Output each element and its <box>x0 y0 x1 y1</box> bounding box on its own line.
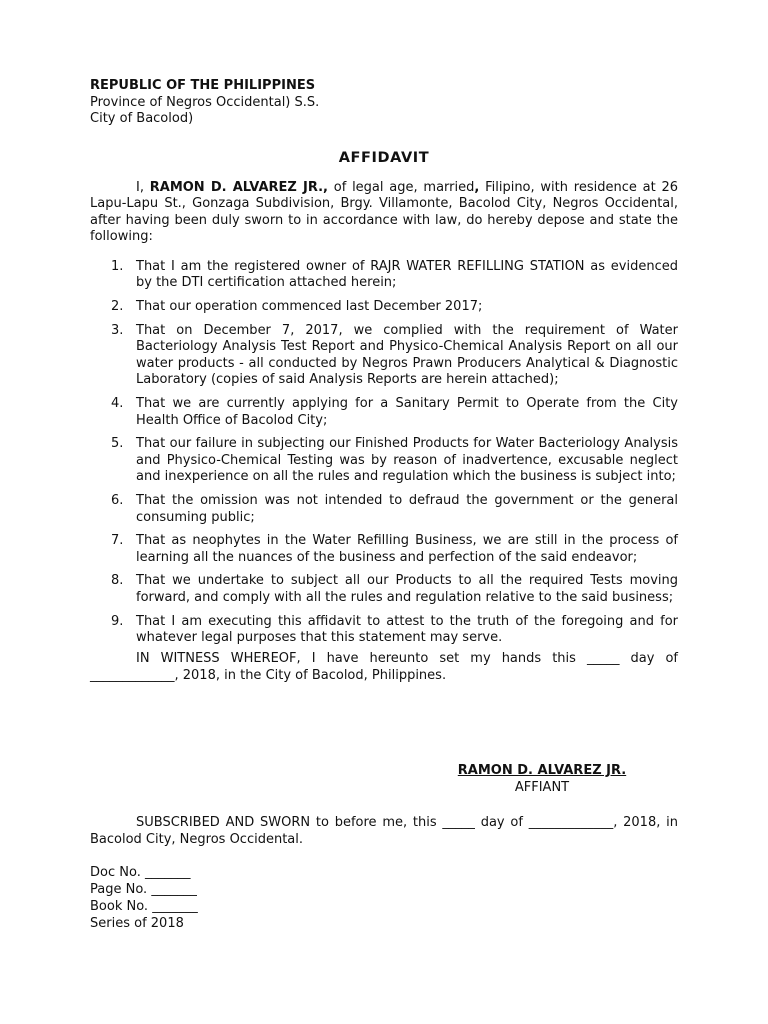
item-text: That we are currently applying for a Sanitary Permit to Operate from the City Health Office of Bacolod City; <box>136 396 678 428</box>
header-province: Province of Negros Occidental) S.S. <box>90 94 320 110</box>
item-number: 2. <box>111 299 124 315</box>
statement-list <box>90 259 678 647</box>
jurat-paragraph: SUBSCRIBED AND SWORN to before me, this _____ day of _____________, 2018, in Bacolod City, Negros Occidental. <box>90 815 678 847</box>
doc-number: Doc No. _______ <box>90 865 191 880</box>
intro-middle: of legal age, married <box>328 179 475 195</box>
statement-item <box>90 614 678 647</box>
document-header <box>90 78 678 128</box>
item-text: That as neophytes in the Water Refilling Business, we are still in the process of learning all the nuances of the business and perfection of the said endeavor; <box>136 533 678 565</box>
statement-item <box>90 323 678 389</box>
item-text: That I am executing this affidavit to attest to the truth of the foregoing and for whatever legal purposes that this statement may serve. <box>136 613 678 646</box>
signature-block <box>452 763 632 796</box>
affidavit-page <box>90 78 678 931</box>
item-number: 3. <box>111 322 124 338</box>
item-number: 9. <box>111 613 124 629</box>
notary-details <box>90 864 198 932</box>
item-text: That our operation commenced last December 2017; <box>136 299 483 315</box>
witness-paragraph: IN WITNESS WHEREOF, I have hereunto set my hands this _____ day of _____________, 2018, in the City of Bacolod, Philippines. <box>90 650 678 683</box>
book-number: Book No. _______ <box>90 899 198 914</box>
page-number: Page No. _______ <box>90 882 197 897</box>
item-text: That our failure in subjecting our Finished Products for Water Bacteriology Analysis and Physico-Chemical Testing was by reason of inadvertence, excusable neglect and inexperience on all the rules and regulation which the business is subject into; <box>136 436 678 485</box>
item-text: That the omission was not intended to defraud the government or the general consuming public; <box>136 493 678 525</box>
item-number: 8. <box>111 573 124 589</box>
series-year: Series of 2018 <box>90 916 184 931</box>
statement-item <box>90 396 678 429</box>
item-text: That we undertake to subject all our Products to all the required Tests moving forward, and comply with all the rules and regulation relative to the said business; <box>136 573 678 605</box>
item-number: 1. <box>111 258 124 274</box>
header-city: City of Bacolod) <box>90 111 194 126</box>
statement-item <box>90 259 678 292</box>
affiant-signature-name: RAMON D. ALVAREZ JR. <box>457 763 627 778</box>
item-number: 7. <box>111 533 124 549</box>
statement-item <box>90 493 678 526</box>
statement-item <box>90 436 678 486</box>
document-title: AFFIDAVIT <box>338 149 430 166</box>
item-text: That I am the registered owner of RAJR WATER REFILLING STATION as evidenced by the DTI certification attached herein; <box>136 258 678 291</box>
statement-item <box>90 573 678 606</box>
affiant-label: AFFIANT <box>514 779 570 795</box>
statement-item <box>90 299 678 316</box>
intro-prefix: I, <box>136 179 150 195</box>
item-text: That on December 7, 2017, we complied with the requirement of Water Bacteriology Analysis Test Report and Physico-Chemical Analysis Report on all our water products - all conducted by Negros Prawn Producers Analytical & Diagnostic Laboratory (copies of said Analysis Reports are herein attached); <box>136 322 678 388</box>
item-number: 6. <box>111 493 124 508</box>
statement-item <box>90 533 678 566</box>
header-republic: REPUBLIC OF THE PHILIPPINES <box>90 78 316 93</box>
item-number: 4. <box>111 396 124 412</box>
affiant-name-inline: RAMON D. ALVAREZ JR., <box>149 179 328 195</box>
item-number: 5. <box>111 436 124 452</box>
intro-paragraph <box>90 180 678 246</box>
intro-comma: , <box>474 179 480 195</box>
intro-rest: Filipino, with residence at 26 Lapu-Lapu St., Gonzaga Subdivision, Brgy. Villamonte, Bacolod City, Negros Occidental, after having been duly sworn to in accordance with law, do hereby depose and state the following: <box>90 179 678 245</box>
